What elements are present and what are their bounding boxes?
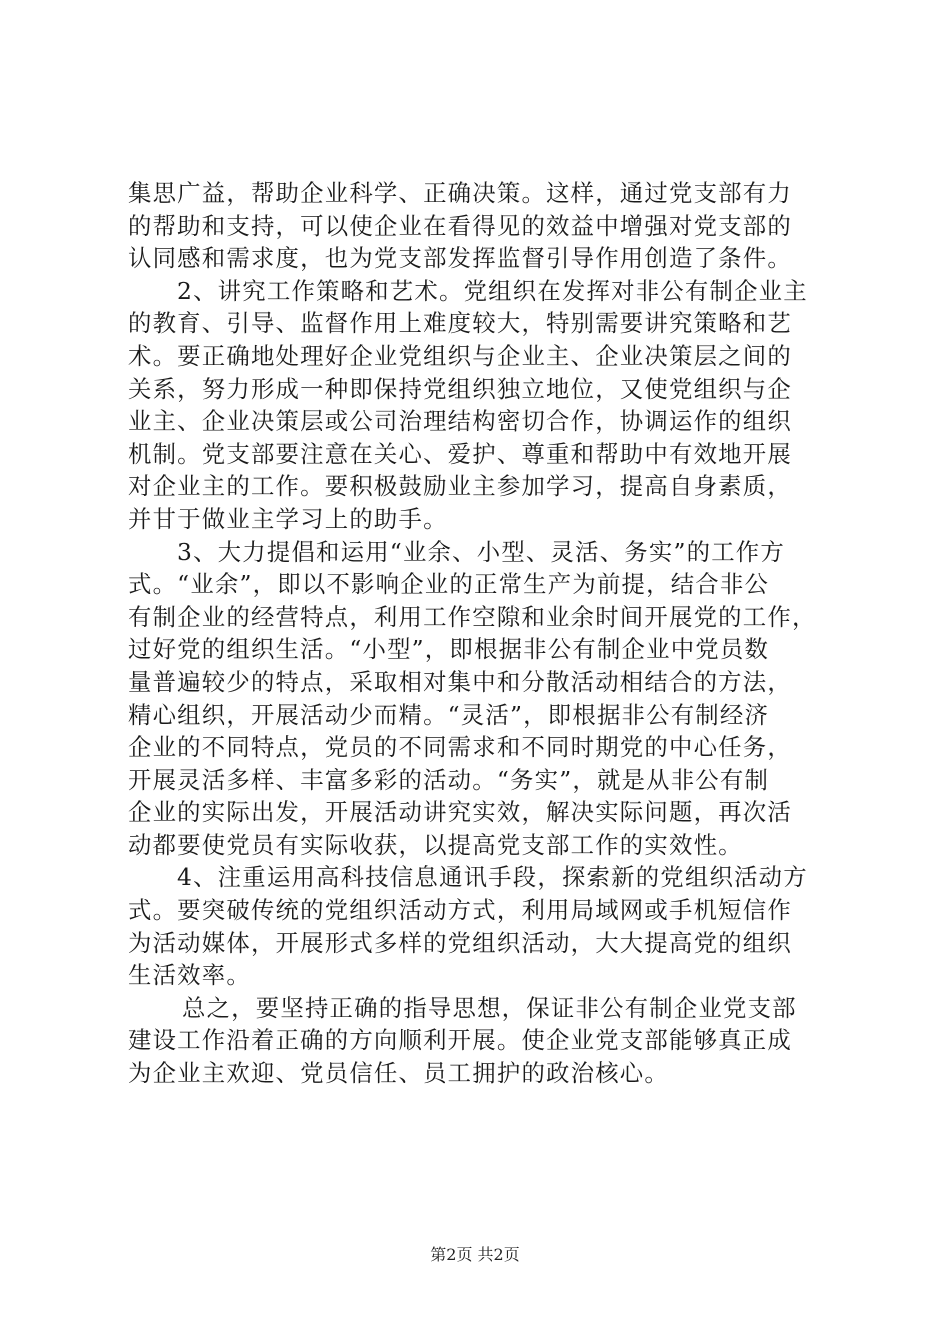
text-line: 精心组织，开展活动少而精。“灵活”，即根据非公有制经济: [128, 700, 770, 729]
text-line: 过好党的组织生活。“小型”，即根据非公有制企业中党员数: [128, 635, 770, 664]
text-line: 企业的实际出发，开展活动讲究实效，解决实际问题，再次活: [128, 798, 792, 827]
text-line: 式。“业余”，即以不影响企业的正常生产为前提，结合非公: [128, 570, 770, 599]
paragraph-start-line: 4、注重运用高科技信息通讯手段，探索新的党组织活动方: [177, 863, 808, 892]
text-line: 认同感和需求度，也为党支部发挥监督引导作用创造了条件。: [128, 244, 792, 273]
text-line: 为活动媒体，开展形式多样的党组织活动，大大提高党的组织: [128, 928, 792, 957]
text-line: 关系，努力形成一种即保持党组织独立地位，又使党组织与企: [128, 374, 792, 403]
text-line: 有制企业的经营特点，利用工作空隙和业余时间开展党的工作，: [128, 602, 817, 631]
text-line: 的教育、引导、监督作用上难度较大，特别需要讲究策略和艺: [128, 309, 792, 338]
paragraph-start-line: 总之，要坚持正确的指导思想，保证非公有制企业党支部: [182, 993, 797, 1022]
text-line: 集思广益，帮助企业科学、正确决策。这样，通过党支部有力: [128, 179, 792, 207]
text-line: 量普遍较少的特点，采取相对集中和分散活动相结合的方法，: [128, 667, 792, 696]
text-line: 企业的不同特点，党员的不同需求和不同时期党的中心任务，: [128, 733, 792, 762]
text-line: 式。要突破传统的党组织活动方式，利用局域网或手机短信作: [128, 896, 792, 925]
paragraph-start-line: 3、大力提倡和运用“业余、小型、灵活、务实”的工作方: [177, 537, 785, 566]
text-line: 为企业主欢迎、党员信任、员工拥护的政治核心。: [128, 1059, 669, 1088]
text-line: 建设工作沿着正确的方向顺利开展。使企业党支部能够真正成: [128, 1026, 792, 1055]
text-line: 机制。党支部要注意在关心、爱护、尊重和帮助中有效地开展: [128, 439, 792, 468]
text-line: 术。要正确地处理好企业党组织与企业主、企业决策层之间的: [128, 341, 792, 370]
text-line: 对企业主的工作。要积极鼓励业主参加学习，提高自身素质，: [128, 472, 792, 501]
text-line: 生活效率。: [128, 961, 251, 990]
text-line: 业主、企业决策层或公司治理结构密切合作，协调运作的组织: [128, 407, 792, 436]
page-footer: 第2页 共2页: [430, 1245, 520, 1264]
paragraph-start-line: 2、讲究工作策略和艺术。党组织在发挥对非公有制企业主: [177, 276, 808, 305]
text-line: 的帮助和支持，可以使企业在看得见的效益中增强对党支部的: [128, 211, 792, 240]
text-line: 开展灵活多样、丰富多彩的活动。“务实”，就是从非公有制: [128, 765, 770, 794]
text-line: 动都要使党员有实际收获，以提高党支部工作的实效性。: [128, 830, 743, 859]
text-line: 并甘于做业主学习上的助手。: [128, 504, 448, 533]
body-text: [128, 177, 828, 1090]
